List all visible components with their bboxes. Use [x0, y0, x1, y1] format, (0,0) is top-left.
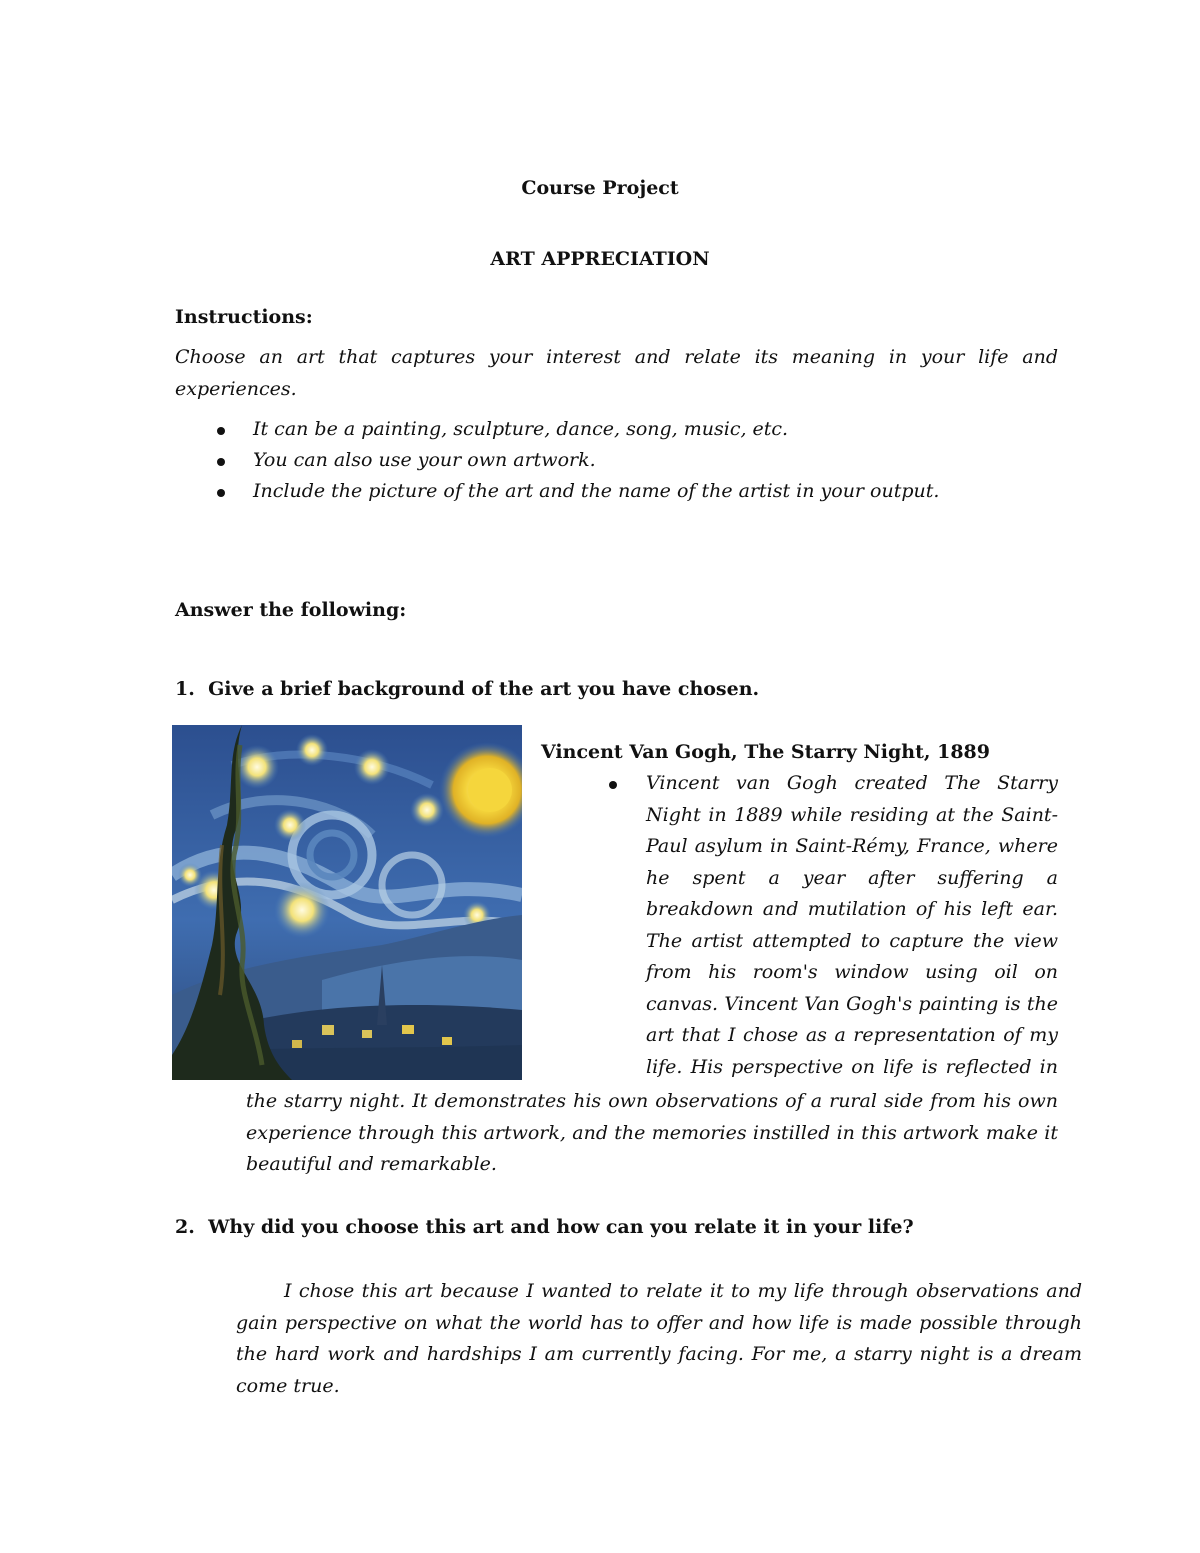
artwork-line: breakdown and mutilation of his left ear. — [646, 898, 1058, 920]
artwork-line: Vincent van Gogh created The Starry — [646, 772, 1058, 794]
artwork-line: from his room's window using oil on — [646, 961, 1058, 983]
artwork-line: art that I chose as a representation of my — [646, 1024, 1058, 1046]
artwork-line: canvas. Vincent Van Gogh's painting is the — [646, 992, 1058, 1015]
artwork-line: The artist attempted to capture the view — [646, 929, 1058, 952]
bullet-icon — [217, 427, 225, 435]
question-1: 1. Give a brief background of the art you have chosen. — [175, 678, 760, 700]
artwork-caption: Vincent Van Gogh, The Starry Night, 1889 — [541, 741, 990, 763]
question-2: 2. Why did you choose this art and how can you relate it in your life? — [175, 1216, 914, 1238]
artwork-line: he spent a year after suffering a — [646, 866, 1058, 889]
artwork-line: life. His perspective on life is reflected in — [646, 1055, 1058, 1078]
list-item: It can be a painting, sculpture, dance, song, music, etc. — [253, 418, 789, 440]
artwork-description — [646, 768, 1058, 1083]
instructions-heading: Instructions: — [175, 306, 313, 328]
artwork-description-continued: the starry night. It demonstrates his own observations of a rural side from his own experience through this artwork, and the memories instilled in this artwork make it beautiful and remarkable. — [246, 1090, 1058, 1175]
bullet-icon — [217, 489, 225, 497]
artwork-line: Paul asylum in Saint-Rémy, France, where — [646, 835, 1058, 857]
instructions-text: Choose an art that captures your interest and relate its meaning in your life and experiences. — [175, 346, 1058, 400]
document-title: Course Project — [521, 177, 679, 199]
answer-2-text: I chose this art because I wanted to relate it to my life through observations and gain perspective on what the world has to offer and how life is made possible through the hard work and hardships I am currently facing. For me, a starry night is a dream come true. — [236, 1280, 1082, 1397]
list-item: You can also use your own artwork. — [253, 449, 596, 471]
bullet-icon — [217, 458, 225, 466]
bullet-icon — [609, 781, 617, 789]
starry-night-painting — [172, 725, 522, 1080]
document-subtitle: ART APPRECIATION — [490, 248, 710, 270]
answer-heading: Answer the following: — [175, 599, 407, 621]
list-item: Include the picture of the art and the name of the artist in your output. — [253, 480, 940, 502]
artwork-line: Night in 1889 while residing at the Saint- — [646, 803, 1058, 826]
